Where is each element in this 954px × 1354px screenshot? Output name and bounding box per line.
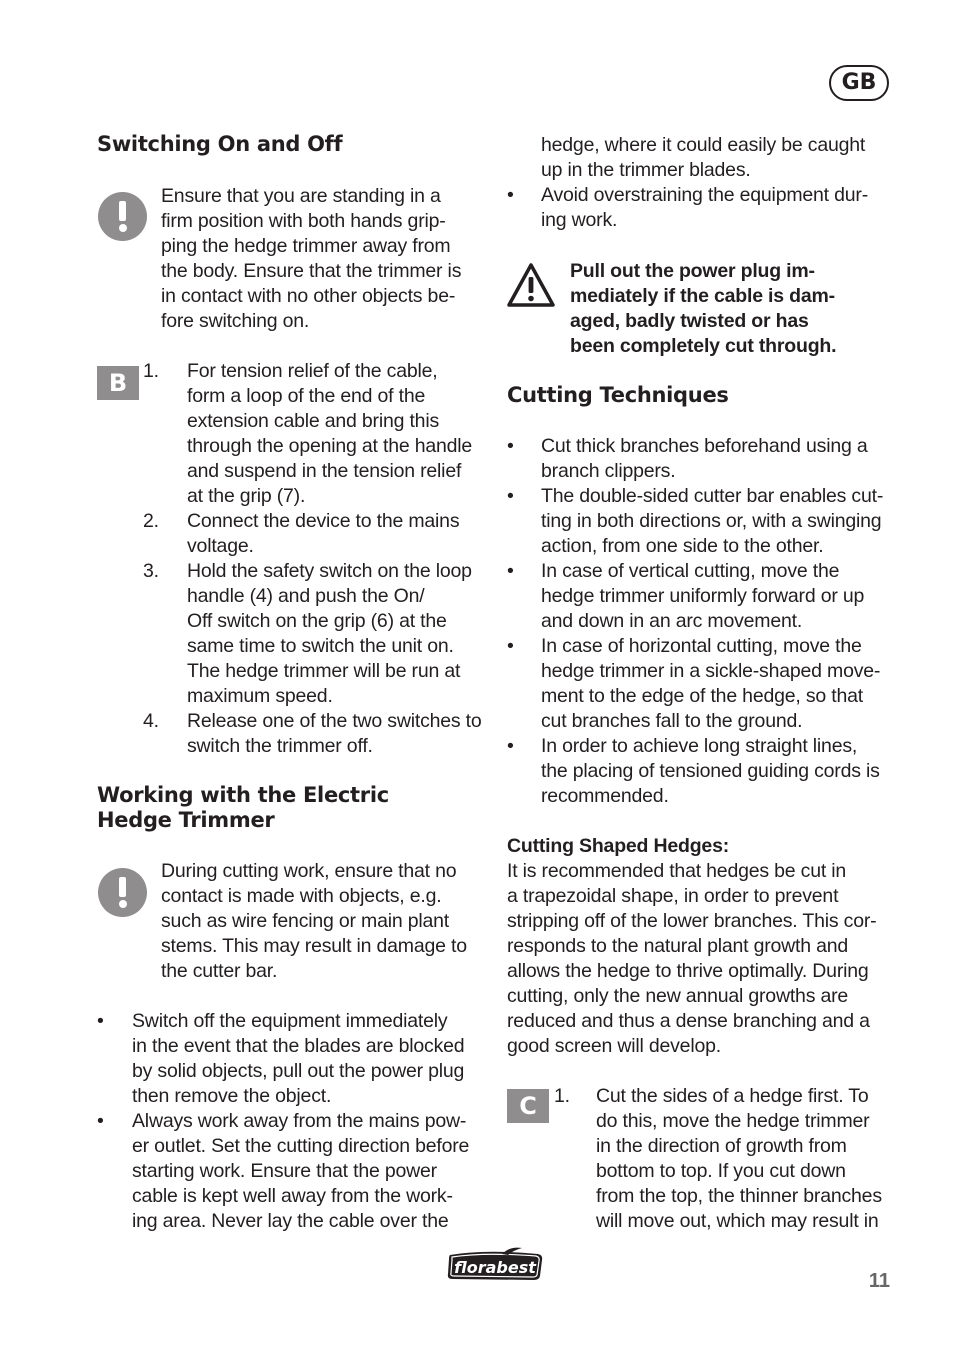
paragraph-line: reduced and thus a dense branching and a	[507, 1010, 870, 1032]
switching-steps	[143, 359, 488, 759]
list-item	[554, 1084, 899, 1234]
notice-switching	[161, 184, 491, 334]
bullet-mark: •	[507, 735, 514, 757]
list-item	[143, 359, 488, 509]
bullet-line: ing area. Never lay the cable over the	[132, 1210, 449, 1232]
step-line: extension cable and bring this	[187, 410, 440, 432]
paragraph-line: It is recommended that hedges be cut in	[507, 860, 847, 882]
notice-line: the cutter bar.	[161, 960, 278, 982]
step-number: 1.	[143, 360, 159, 382]
step-line: form a loop of the end of the	[187, 385, 426, 407]
bullet-line: action, from one side to the other.	[541, 535, 824, 557]
paragraph-line: good screen will develop.	[507, 1035, 721, 1057]
bullet-mark: •	[97, 1110, 104, 1132]
step-line: The hedge trimmer will be run at	[187, 660, 461, 682]
paragraph-line: cutting, only the new annual growths are	[507, 985, 849, 1007]
heading-techniques: Cutting Techniques	[507, 383, 729, 407]
step-line: same time to switch the unit on.	[187, 635, 454, 657]
bullet-line: In case of vertical cutting, move the	[541, 560, 840, 582]
bullet-line: ment to the edge of the hedge, so that	[541, 685, 863, 707]
paragraph-line: a trapezoidal shape, in order to prevent	[507, 885, 839, 907]
step-line: will move out, which may result in	[596, 1210, 879, 1232]
step-number: 2.	[143, 510, 159, 532]
step-line: through the opening at the handle	[187, 435, 473, 457]
logo-text: florabest	[454, 1258, 536, 1277]
step-line: For tension relief of the cable,	[187, 360, 438, 382]
bullet-line: Avoid overstraining the equipment dur-	[541, 184, 868, 206]
list-item	[507, 484, 899, 559]
step-line: Hold the safety switch on the loop	[187, 560, 472, 582]
bullet-line: In case of horizontal cutting, move the	[541, 635, 862, 657]
notice-line: contact is made with objects, e.g.	[161, 885, 442, 907]
bullet-line: cut branches fall to the ground.	[541, 710, 803, 732]
warning-line: aged, badly twisted or has	[570, 310, 809, 332]
notice-line: ping the hedge trimmer away from	[161, 235, 451, 257]
list-item	[143, 559, 488, 709]
bullet-line: hedge trimmer uniformly forward or up	[541, 585, 865, 607]
step-line: voltage.	[187, 535, 254, 557]
bullet-mark: •	[507, 635, 514, 657]
bullet-mark: •	[507, 184, 514, 206]
step-line: at the grip (7).	[187, 485, 306, 507]
step-line: Cut the sides of a hedge first. To	[596, 1085, 869, 1107]
text-line: up in the trimmer blades.	[541, 159, 751, 181]
techniques-bullets	[507, 434, 899, 809]
step-line: do this, move the hedge trimmer	[596, 1110, 870, 1132]
notice-icon	[98, 192, 147, 241]
paragraph-line: stripping off of the lower branches. This cor-	[507, 910, 877, 932]
working-bullets	[97, 1009, 492, 1234]
bullet-line: hedge trimmer in a sickle-shaped move-	[541, 660, 881, 682]
warning-text	[570, 259, 900, 359]
heading-line: Working with the Electric	[97, 783, 389, 807]
notice-working	[161, 859, 491, 984]
bullet-line: Always work away from the mains pow-	[132, 1110, 467, 1132]
figure-badge-c: C	[507, 1089, 549, 1123]
bullet-mark: •	[507, 485, 514, 507]
warning-line: Pull out the power plug im-	[570, 260, 815, 282]
bullet-line: by solid objects, pull out the power plug	[132, 1060, 465, 1082]
step-line: Release one of the two switches to	[187, 710, 482, 732]
list-item	[507, 183, 899, 233]
step-line: from the top, the thinner branches	[596, 1185, 882, 1207]
bullet-mark: •	[507, 435, 514, 457]
bullet-line: starting work. Ensure that the power	[132, 1160, 437, 1182]
heading-switching: Switching On and Off	[97, 132, 343, 156]
step-line: in the direction of growth from	[596, 1135, 847, 1157]
heading-shaped-hedges: Cutting Shaped Hedges:	[507, 835, 730, 857]
warning-icon	[506, 262, 556, 308]
list-item	[507, 634, 899, 734]
shaped-paragraph	[507, 859, 899, 1059]
paragraph-line: allows the hedge to thrive optimally. During	[507, 960, 869, 982]
notice-line: the body. Ensure that the trimmer is	[161, 260, 462, 282]
shaped-steps	[554, 1084, 899, 1234]
bullet-mark: •	[507, 560, 514, 582]
list-item	[507, 559, 899, 634]
notice-line: Ensure that you are standing in a	[161, 185, 441, 207]
florabest-logo	[444, 1246, 546, 1283]
notice-line: such as wire fencing or main plant	[161, 910, 450, 932]
step-line: bottom to top. If you cut down	[596, 1160, 846, 1182]
bullet-line: and down in an arc movement.	[541, 610, 803, 632]
bullet-line: In order to achieve long straight lines,	[541, 735, 858, 757]
list-item	[143, 709, 488, 759]
step-number: 4.	[143, 710, 159, 732]
country-badge: GB	[829, 65, 889, 101]
step-number: 1.	[554, 1085, 570, 1107]
notice-line: stems. This may result in damage to	[161, 935, 467, 957]
bullet-line: Cut thick branches beforehand using a	[541, 435, 868, 457]
warning-line: mediately if the cable is dam-	[570, 285, 835, 307]
bullet-line: cable is kept well away from the work-	[132, 1185, 453, 1207]
step-line: switch the trimmer off.	[187, 735, 373, 757]
step-number: 3.	[143, 560, 159, 582]
bullet-line: The double-sided cutter bar enables cut-	[541, 485, 884, 507]
notice-line: in contact with no other objects be-	[161, 285, 456, 307]
heading-line: Hedge Trimmer	[97, 808, 275, 832]
list-item	[97, 1009, 492, 1109]
top-bullets	[507, 183, 899, 233]
step-line: and suspend in the tension relief	[187, 460, 462, 482]
bullet-line: in the event that the blades are blocked	[132, 1035, 465, 1057]
page-number: 11	[868, 1270, 890, 1292]
notice-line: firm position with both hands grip-	[161, 210, 446, 232]
figure-badge-b: B	[97, 366, 139, 400]
text-line: hedge, where it could easily be caught	[541, 134, 866, 156]
notice-line: During cutting work, ensure that no	[161, 860, 457, 882]
bullet-line: branch clippers.	[541, 460, 676, 482]
paragraph-line: responds to the natural plant growth and	[507, 935, 849, 957]
step-line: maximum speed.	[187, 685, 333, 707]
bullet-mark: •	[97, 1010, 104, 1032]
bullet-line: the placing of tensioned guiding cords is	[541, 760, 880, 782]
step-line: handle (4) and push the On/	[187, 585, 425, 607]
heading-working	[97, 783, 389, 833]
step-line: Connect the device to the mains	[187, 510, 460, 532]
bullet-line: ing work.	[541, 209, 618, 231]
list-item	[143, 509, 488, 559]
list-item	[507, 434, 899, 484]
notice-icon	[98, 868, 147, 917]
bullet-line: recommended.	[541, 785, 669, 807]
bullet-line: ting in both directions or, with a swinging	[541, 510, 882, 532]
step-line: Off switch on the grip (6) at the	[187, 610, 447, 632]
continued-text	[541, 133, 901, 183]
notice-line: fore switching on.	[161, 310, 310, 332]
list-item	[507, 734, 899, 809]
bullet-line: Switch off the equipment immediately	[132, 1010, 448, 1032]
list-item	[97, 1109, 492, 1234]
bullet-line: er outlet. Set the cutting direction before	[132, 1135, 470, 1157]
bullet-line: then remove the object.	[132, 1085, 332, 1107]
warning-line: been completely cut through.	[570, 335, 837, 357]
